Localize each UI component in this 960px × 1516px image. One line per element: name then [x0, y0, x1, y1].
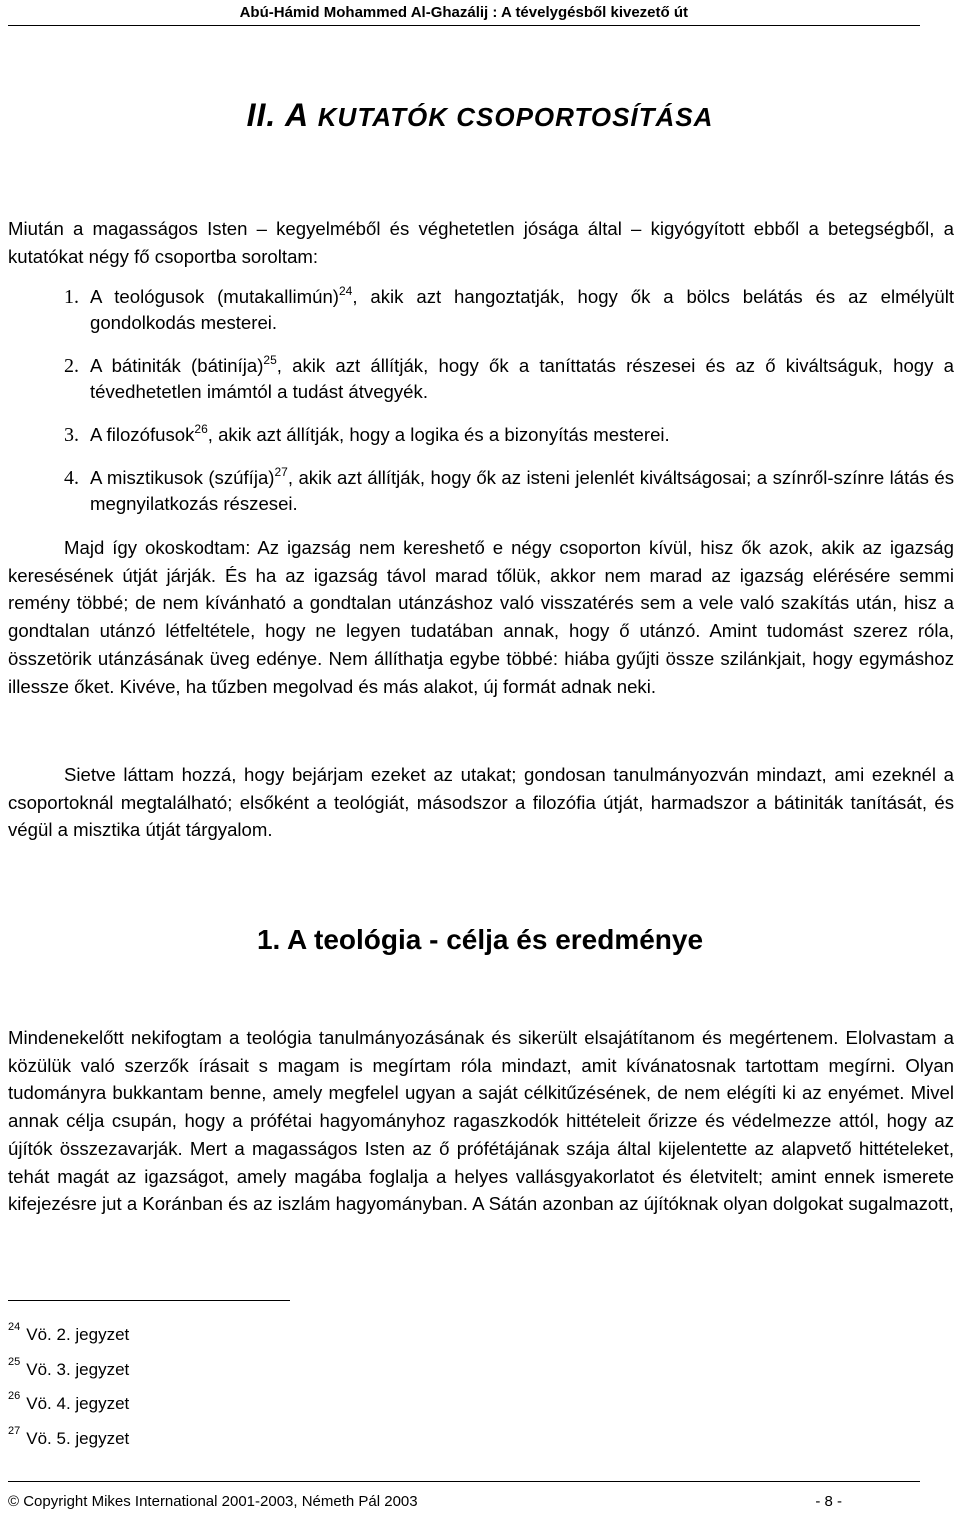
list-item: [8, 353, 954, 405]
groups-list: [8, 284, 954, 534]
list-item: [8, 465, 954, 517]
section-title: 1. A teológia - célja és eredménye: [256, 924, 704, 955]
list-item-text: A teológusok (mutakallimún): [90, 286, 339, 307]
intro-paragraph: Miután a magasságos Isten – kegyelméből és véghetetlen jósága által – kigyógyított ebből a betegségből, a kutatókat négy fő csoportba soroltam:: [8, 218, 954, 267]
list-item-number: 2.: [64, 355, 79, 377]
list-item-number: 4.: [64, 467, 79, 489]
list-item-text: , akik azt állítják, hogy ők a taníttatás részesei és az ő kiváltságuk, hogy a tévedhetetlen imámtól a tudást átvegyék.: [90, 355, 954, 402]
body-paragraph: Mindenekelőtt nekifogtam a teológia tanulmányozásának és sikerült elsajátítanom és megértenem. Elolvastam a közülük való szerzők írásait s magam is megírtam róla mindazt, amit kívánatosnak tartottam megírni. Olyan tudományra bukkantam benne, amely megfelel ugyan a saját célkitűzésének, de nem elégíti ki az enyémet. Mivel annak célja csupán, hogy a prófétai hagyományhoz ragaszkodók hittételeit őrizze és védelmezze attól, hogy az újítók összezavarják. Mert a magasságos Isten az ő prófétájának szája által kijelentette az alapvető hittételeket, tehát magát az igazságot, amely magába foglalja a helyes vallásgyakorlatot és életvitelt; amint ennek ismerete kifejezésre jut a Koránban és az iszlám hagyományban. A Sátán azonban az újítóknak olyan dolgokat sugalmazott,: [8, 1027, 954, 1215]
list-item-number: 1.: [64, 286, 79, 308]
footnote-rule: [8, 1300, 290, 1301]
footnote-ref[interactable]: 24: [339, 283, 353, 298]
footnote-text: Vö. 5. jegyzet: [26, 1428, 130, 1448]
footnote-ref[interactable]: 26: [194, 421, 208, 436]
footnote-text: Vö. 3. jegyzet: [26, 1359, 130, 1379]
footnotes: [8, 1318, 129, 1456]
footnote-ref[interactable]: 27: [274, 464, 288, 479]
footnote-text: Vö. 4. jegyzet: [26, 1394, 130, 1413]
copyright-notice: © Copyright Mikes International 2001-2003, Németh Pál 2003: [8, 1493, 418, 1510]
page-number: - 8 -: [815, 1493, 842, 1510]
footnote-ref[interactable]: 25: [263, 352, 277, 367]
list-item-text: , akik azt állítják, hogy a logika és a bizonyítás mesterei.: [207, 424, 670, 445]
list-item-number: 3.: [64, 424, 79, 446]
footnote-number: 25: [8, 1355, 21, 1368]
chapter-title-rest: KUTATÓK CSOPORTOSÍTÁSA: [317, 102, 714, 132]
list-item: [8, 284, 954, 336]
footnote-text: Vö. 2. jegyzet: [26, 1325, 130, 1344]
chapter-title: [0, 92, 960, 140]
list-item-text: A misztikusok (szúfíja): [90, 467, 275, 488]
running-header: Abú-Hámid Mohammed Al-Ghazálij : A tévelygésből kivezető út: [239, 4, 688, 21]
list-item-text: A bátiniták (bátiníja): [90, 355, 264, 376]
header-rule: [8, 25, 920, 26]
body-paragraph: Majd így okoskodtam: Az igazság nem kereshető e négy csoporton kívül, hisz ők azok, akik az igazság keresésének útját járják. És ha az igazság távol marad tőlük, akkor nem marad az igazság elérésére semmi remény többé; de nem kívánható a gondtalan utánzáshoz való visszatérés sem a vele való szakítás után, hisz a gondtalan utánzó létfeltétele, hogy ne legyen tudatában annak, hogy ő utánzó. Amint tudomást szerez róla, összetörik utánzásának üveg edénye. Nem állíthatja egybe többé: hiába gyűjti össze szilánkjait, hogy egymáshoz illessze őket. Kivéve, ha tűzben megolvad és más alakot, új formát adnak neki.: [8, 537, 954, 697]
body-paragraph: Sietve láttam hozzá, hogy bejárjam ezeket az utakat; gondosan tanulmányozván mindazt, ami ezeknél a csoportoknál megtalálható; elsőként a teológiát, másodszor a filozófia útját, harmadszor a bátiniták tanítását, és végül a misztika útját tárgyalom.: [8, 764, 954, 841]
list-item-text: , akik azt hangoztatják, hogy ők a bölcs belátás és az elmélyült gondolkodás mesterei.: [90, 286, 954, 333]
footnote-number: 24: [8, 1321, 21, 1334]
list-item: [8, 422, 954, 448]
footnote: [8, 1422, 129, 1457]
footnote-number: 27: [8, 1424, 21, 1437]
footnote: [8, 1353, 129, 1388]
list-item-text: , akik azt állítják, hogy ők az isteni jelenlét kiváltságosai; a színről-színre látás és megnyilatkozás részesei.: [90, 467, 954, 514]
footer-rule: [8, 1481, 920, 1482]
footnote-number: 26: [8, 1390, 21, 1403]
footnote: [8, 1387, 129, 1422]
chapter-number: II.: [246, 97, 277, 133]
chapter-first-letter: A: [284, 97, 308, 133]
footnote: [8, 1318, 129, 1353]
list-item-text: A filozófusok: [90, 424, 195, 445]
